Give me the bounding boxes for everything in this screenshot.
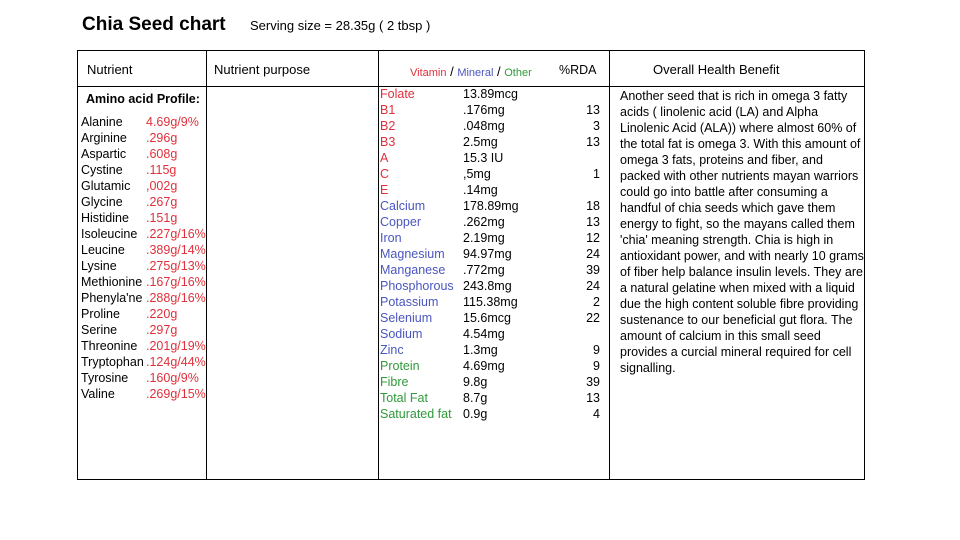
header-rda: %RDA [559,63,597,77]
nutrient-amount: 4.54mg [463,327,505,341]
nutrient-name: A [380,151,389,165]
nutrient-rda: 1 [593,167,600,181]
column-divider [609,51,610,479]
amino-acid-value: .124g/44% [146,355,206,369]
nutrient-name: Potassium [380,295,439,309]
nutrient-amount: 2.5mg [463,135,498,149]
nutrient-amount: .048mg [463,119,505,133]
nutrient-name: Iron [380,231,402,245]
nutrient-rda: 9 [593,343,600,357]
nutrient-rda: 12 [586,231,600,245]
amino-acid-name: Cystine [81,163,123,177]
amino-acid-name: Serine [81,323,118,337]
column-divider [206,51,207,479]
nutrient-name: B3 [380,135,396,149]
amino-acid-value: .608g [146,147,178,161]
amino-acid-value: .297g [146,323,178,337]
amino-acid-name: Valine [81,387,115,401]
nutrient-amount: .262mg [463,215,505,229]
nutrient-amount: 4.69mg [463,359,505,373]
nutrient-amount: 243.8mg [463,279,512,293]
amino-acid-value: .227g/16% [146,227,206,241]
nutrient-rda: 4 [593,407,600,421]
amino-acid-value: .296g [146,131,178,145]
amino-acid-value: ,002g [146,179,178,193]
nutrient-amount: 115.38mg [463,295,518,309]
nutrient-name: Zinc [380,343,404,357]
amino-acid-value: .160g/9% [146,371,199,385]
legend-separator: / [493,64,505,79]
nutrient-rda: 24 [586,279,600,293]
nutrient-rda: 2 [593,295,600,309]
nutrient-amount: 1.3mg [463,343,498,357]
nutrient-name: Calcium [380,199,426,213]
amino-acid-value: .115g [146,163,177,177]
nutrition-table [77,50,865,480]
nutrient-name: Saturated fat [380,407,452,421]
nutrient-name: Protein [380,359,420,373]
amino-acid-name: Alanine [81,115,123,129]
amino-acid-name: Tyrosine [81,371,129,385]
health-benefit-text: Another seed that is rich in omega 3 fatty acids ( linolenic acid (LA) and Alpha Linolenic Acid (ALA)) where almost 60% of the total fat is omega 3. With this amount of omega 3 fats, proteins and fiber, and packed with other nutrients mayan warriors could go into battle after consuming a handful of chia seeds which gave them energy to fight, so the mayans called them 'chia' meaning strength. Chia is high in antioxidant power, and with nearly 10 grams of fiber help balance insulin levels. They are a natural gelatine when mixed with a liquid due the high content soluble fibre providing sustenance to our beneficial gut flora. The amount of calcium in this small seed provides a curcial mineral required for cell signalling. [620,89,864,375]
legend-mineral: Mineral [457,67,494,79]
nutrient-amount: 2.19mg [463,231,505,245]
nutrient-name: E [380,183,389,197]
header-health-benefit: Overall Health Benefit [653,62,780,77]
amino-acid-name: Tryptophan [81,355,144,369]
amino-acid-value: .167g/16% [146,275,206,289]
nutrient-name: B2 [380,119,396,133]
amino-acid-value: .389g/14% [146,243,206,257]
header-nutrient: Nutrient [87,62,133,77]
amino-acid-value: .151g [146,211,178,225]
nutrient-name: Total Fat [380,391,428,405]
legend-vitamin: Vitamin [410,67,447,79]
amino-acid-name: Isoleucine [81,227,138,241]
column-divider [378,51,379,479]
amino-acid-name: Histidine [81,211,129,225]
nutrient-rda: 39 [586,375,600,389]
nutrient-amount: 94.97mg [463,247,512,261]
nutrient-amount: .772mg [463,263,505,277]
amino-acid-value: .201g/19% [146,339,206,353]
amino-acid-value: .269g/15% [146,387,206,401]
legend-separator: / [446,64,458,79]
nutrient-name: Selenium [380,311,433,325]
nutrient-rda: 13 [586,215,600,229]
amino-acid-name: Glycine [81,195,123,209]
amino-acid-name: Aspartic [81,147,127,161]
nutrient-rda: 39 [586,263,600,277]
nutrient-name: B1 [380,103,396,117]
nutrient-rda: 22 [586,311,600,325]
amino-acid-value: .288g/16% [146,291,206,305]
nutrient-amount: 9.8g [463,375,488,389]
nutrient-amount: ,5mg [463,167,491,181]
nutrient-name: Sodium [380,327,423,341]
nutrient-amount: .14mg [463,183,498,197]
nutrient-amount: 15.3 IU [463,151,504,165]
amino-acid-name: Proline [81,307,120,321]
amino-acid-name: Arginine [81,131,127,145]
nutrient-rda: 13 [586,391,600,405]
nutrient-name: C [380,167,390,181]
nutrient-name: Folate [380,87,415,101]
nutrient-name: Phosphorous [380,279,454,293]
nutrient-name: Copper [380,215,421,229]
serving-size: Serving size = 28.35g ( 2 tbsp ) [250,18,431,33]
amino-acid-name: Methionine [81,275,143,289]
nutrient-amount: 13.89mcg [463,87,518,101]
nutrient-amount: 178.89mg [463,199,519,213]
amino-acid-profile-title: Amino acid Profile: [86,92,200,106]
nutrient-name: Fibre [380,375,409,389]
nutrient-rda: 3 [593,119,600,133]
amino-acid-value: .275g/13% [146,259,206,273]
nutrient-rda: 13 [586,103,600,117]
nutrient-amount: 15.6mcg [463,311,511,325]
nutrient-amount: 8.7g [463,391,488,405]
amino-acid-name: Leucine [81,243,125,257]
nutrient-rda: 24 [586,247,600,261]
amino-acid-name: Lysine [81,259,117,273]
nutrient-amount: 0.9g [463,407,488,421]
nutrient-name: Magnesium [380,247,445,261]
amino-acid-name: Phenyla'ne [81,291,143,305]
page-title: Chia Seed chart [82,14,226,35]
header-nutrient-purpose: Nutrient purpose [214,62,311,77]
nutrient-rda: 9 [593,359,600,373]
nutrient-amount: .176mg [463,103,505,117]
amino-acid-value: 4.69g/9% [146,115,199,129]
legend-other: Other [504,67,532,79]
nutrient-name: Manganese [380,263,446,277]
amino-acid-value: .267g [146,195,178,209]
amino-acid-value: .220g [146,307,178,321]
nutrient-rda: 13 [586,135,600,149]
header-category-legend [410,64,532,79]
nutrient-rda: 18 [586,199,600,213]
amino-acid-name: Glutamic [81,179,131,193]
amino-acid-name: Threonine [81,339,138,353]
